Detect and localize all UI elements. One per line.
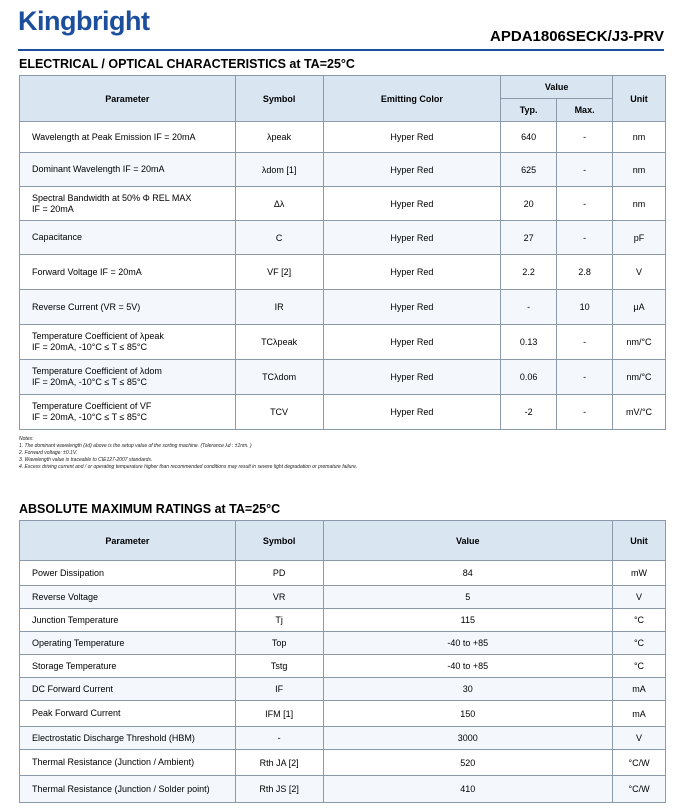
cell-parameter: Temperature Coefficient of VF IF = 20mA, -10°C ≤ T ≤ 85°C: [20, 395, 236, 430]
cell-value: 150: [323, 701, 612, 727]
cell-unit: V: [613, 586, 666, 609]
cell-unit: nm: [613, 187, 666, 221]
cell-symbol: -: [235, 727, 323, 750]
cell-parameter: Operating Temperature: [20, 632, 236, 655]
cell-max: 10: [557, 290, 613, 325]
cell-parameter: Reverse Voltage: [20, 586, 236, 609]
cell-unit: nm: [613, 122, 666, 153]
cell-symbol: Tj: [235, 609, 323, 632]
electrical-section-title: ELECTRICAL / OPTICAL CHARACTERISTICS at TA=25°C: [19, 57, 355, 71]
cell-unit: nm: [613, 153, 666, 187]
cell-value: -40 to +85: [323, 655, 612, 678]
table-row: [20, 750, 666, 776]
cell-max: -: [557, 122, 613, 153]
cell-emitting-color: Hyper Red: [323, 187, 501, 221]
cell-typ: -: [501, 290, 557, 325]
cell-emitting-color: Hyper Red: [323, 325, 501, 360]
cell-typ: 0.13: [501, 325, 557, 360]
cell-symbol: Top: [235, 632, 323, 655]
cell-symbol: Δλ: [235, 187, 323, 221]
cell-parameter: Thermal Resistance (Junction / Solder point): [20, 776, 236, 803]
cell-unit: °C: [613, 655, 666, 678]
cell-parameter: Spectral Bandwidth at 50% Φ REL MAX IF = 20mA: [20, 187, 236, 221]
table-row: [20, 632, 666, 655]
cell-unit: °C/W: [613, 750, 666, 776]
table-row: [20, 678, 666, 701]
col-header-max: Max.: [557, 99, 613, 122]
col-header-value: Value: [323, 521, 612, 561]
cell-parameter: Wavelength at Peak Emission IF = 20mA: [20, 122, 236, 153]
cell-max: -: [557, 395, 613, 430]
note-1: 1. The dominant wavelength (λd) above is the setup value of the sorting machine. (Tolerance λd : ±1nm. ): [19, 443, 252, 449]
notes-heading: Notes:: [19, 436, 34, 442]
absolute-section-title: ABSOLUTE MAXIMUM RATINGS at TA=25°C: [19, 502, 281, 516]
cell-unit: °C: [613, 609, 666, 632]
header-divider: [18, 49, 664, 51]
table-row: [20, 255, 666, 290]
cell-emitting-color: Hyper Red: [323, 122, 501, 153]
cell-unit: mA: [613, 701, 666, 727]
table-row: [20, 609, 666, 632]
table-row: [20, 360, 666, 395]
cell-unit: V: [613, 727, 666, 750]
table-row: [20, 187, 666, 221]
part-number: APDA1806SECK/J3-PRV: [490, 28, 664, 45]
col-header-value: Value: [501, 76, 613, 99]
cell-max: -: [557, 187, 613, 221]
cell-symbol: Rth JS [2]: [235, 776, 323, 803]
cell-symbol: λdom [1]: [235, 153, 323, 187]
cell-typ: 27: [501, 221, 557, 255]
cell-typ: 625: [501, 153, 557, 187]
table-row: [20, 153, 666, 187]
cell-typ: 20: [501, 187, 557, 221]
cell-max: 2.8: [557, 255, 613, 290]
cell-parameter: Storage Temperature: [20, 655, 236, 678]
table-row: [20, 122, 666, 153]
table-row: [20, 290, 666, 325]
cell-value: 520: [323, 750, 612, 776]
cell-emitting-color: Hyper Red: [323, 153, 501, 187]
note-2: 2. Forward voltage: ±0.1V.: [19, 450, 78, 456]
cell-value: 3000: [323, 727, 612, 750]
cell-symbol: IF: [235, 678, 323, 701]
cell-symbol: IFM [1]: [235, 701, 323, 727]
cell-parameter: Capacitance: [20, 221, 236, 255]
cell-symbol: VR: [235, 586, 323, 609]
cell-symbol: VF [2]: [235, 255, 323, 290]
cell-parameter: Peak Forward Current: [20, 701, 236, 727]
cell-max: -: [557, 221, 613, 255]
cell-symbol: Rth JA [2]: [235, 750, 323, 776]
cell-parameter: Junction Temperature: [20, 609, 236, 632]
cell-max: -: [557, 153, 613, 187]
cell-max: -: [557, 325, 613, 360]
cell-typ: 0.06: [501, 360, 557, 395]
col-header-typ: Typ.: [501, 99, 557, 122]
cell-unit: nm/°C: [613, 360, 666, 395]
cell-emitting-color: Hyper Red: [323, 221, 501, 255]
cell-parameter: Thermal Resistance (Junction / Ambient): [20, 750, 236, 776]
cell-parameter: Dominant Wavelength IF = 20mA: [20, 153, 236, 187]
cell-symbol: TCλpeak: [235, 325, 323, 360]
cell-emitting-color: Hyper Red: [323, 255, 501, 290]
cell-parameter: Power Dissipation: [20, 561, 236, 586]
cell-unit: V: [613, 255, 666, 290]
cell-typ: 2.2: [501, 255, 557, 290]
col-header-parameter: Parameter: [20, 521, 236, 561]
cell-unit: pF: [613, 221, 666, 255]
col-header-unit: Unit: [613, 76, 666, 122]
table-row: [20, 776, 666, 803]
cell-unit: °C/W: [613, 776, 666, 803]
col-header-unit: Unit: [613, 521, 666, 561]
table-row: [20, 586, 666, 609]
table-row: [20, 701, 666, 727]
cell-unit: mW: [613, 561, 666, 586]
cell-max: -: [557, 360, 613, 395]
table-row: [20, 561, 666, 586]
col-header-symbol: Symbol: [235, 521, 323, 561]
cell-value: 30: [323, 678, 612, 701]
cell-parameter: DC Forward Current: [20, 678, 236, 701]
cell-typ: 640: [501, 122, 557, 153]
cell-parameter: Temperature Coefficient of λdom IF = 20mA, -10°C ≤ T ≤ 85°C: [20, 360, 236, 395]
cell-symbol: Tstg: [235, 655, 323, 678]
cell-emitting-color: Hyper Red: [323, 360, 501, 395]
cell-value: 410: [323, 776, 612, 803]
cell-value: 5: [323, 586, 612, 609]
cell-typ: -2: [501, 395, 557, 430]
cell-unit: μA: [613, 290, 666, 325]
cell-value: 84: [323, 561, 612, 586]
col-header-symbol: Symbol: [235, 76, 323, 122]
electrical-characteristics-table: [19, 75, 666, 430]
notes: [19, 436, 357, 471]
cell-symbol: TCλdom: [235, 360, 323, 395]
cell-parameter: Forward Voltage IF = 20mA: [20, 255, 236, 290]
cell-parameter: Reverse Current (VR = 5V): [20, 290, 236, 325]
note-4: 4. Excess driving current and / or operating temperature higher than recommended conditions may result in severe light degradation or premature failure.: [19, 464, 358, 470]
cell-symbol: TCV: [235, 395, 323, 430]
absolute-maximum-ratings-table: [19, 520, 666, 803]
cell-unit: mA: [613, 678, 666, 701]
cell-symbol: PD: [235, 561, 323, 586]
cell-unit: mV/°C: [613, 395, 666, 430]
brand-logo: Kingbright: [18, 6, 150, 36]
col-header-parameter: Parameter: [20, 76, 236, 122]
cell-value: -40 to +85: [323, 632, 612, 655]
table-row: [20, 395, 666, 430]
cell-unit: °C: [613, 632, 666, 655]
cell-parameter: Electrostatic Discharge Threshold (HBM): [20, 727, 236, 750]
table-row: [20, 727, 666, 750]
cell-parameter: Temperature Coefficient of λpeak IF = 20mA, -10°C ≤ T ≤ 85°C: [20, 325, 236, 360]
table-row: [20, 655, 666, 678]
cell-symbol: IR: [235, 290, 323, 325]
cell-symbol: C: [235, 221, 323, 255]
note-3: 3. Wavelength value is traceable to CIE127-2007 standards.: [19, 457, 153, 463]
cell-unit: nm/°C: [613, 325, 666, 360]
table-row: [20, 221, 666, 255]
cell-emitting-color: Hyper Red: [323, 290, 501, 325]
cell-symbol: λpeak: [235, 122, 323, 153]
col-header-emitting-color: Emitting Color: [323, 76, 501, 122]
cell-emitting-color: Hyper Red: [323, 395, 501, 430]
table-row: [20, 325, 666, 360]
cell-value: 115: [323, 609, 612, 632]
